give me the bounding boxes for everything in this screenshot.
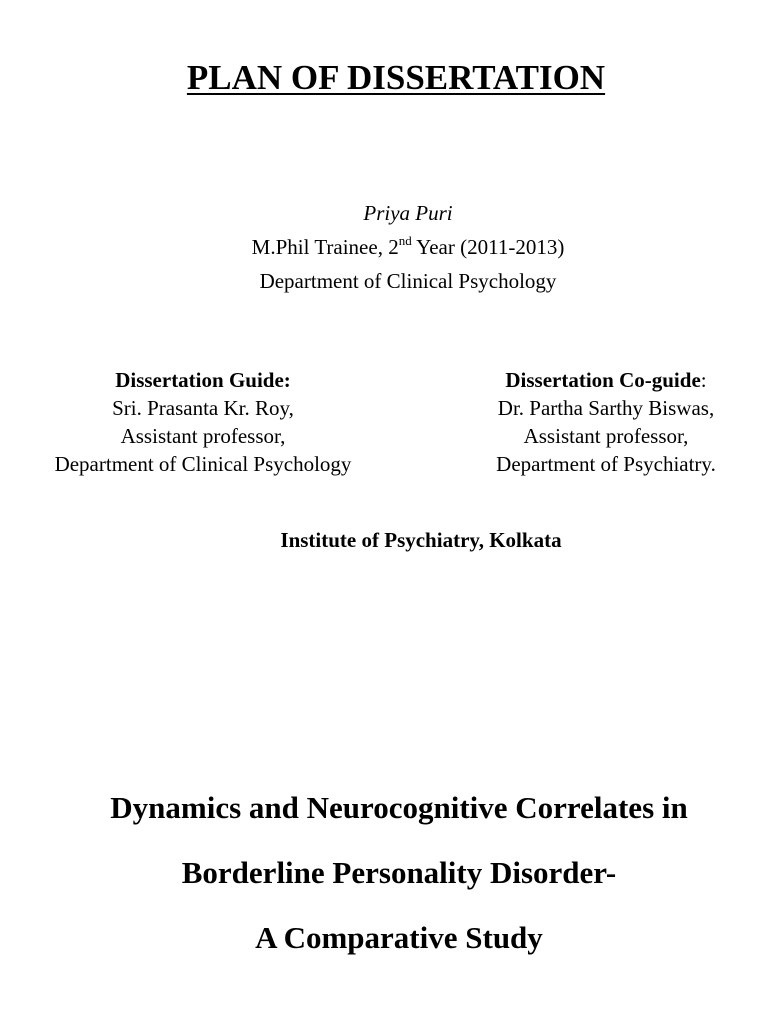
- study-title: [0, 775, 768, 970]
- trainee-suffix: Year (2011-2013): [411, 235, 565, 259]
- document-title: PLAN OF DISSERTATION: [186, 58, 606, 97]
- author-trainee-line: [0, 230, 768, 264]
- guide-block: [20, 366, 386, 478]
- institute-name: Institute of Psychiatry, Kolkata: [280, 528, 562, 552]
- co-guide-name: Dr. Partha Sarthy Biswas,: [497, 396, 715, 420]
- guide-position: Assistant professor,: [120, 424, 286, 448]
- author-name: Priya Puri: [363, 201, 453, 225]
- study-title-line-1: Dynamics and Neurocognitive Correlates in: [110, 790, 688, 825]
- guide-heading: Dissertation Guide:: [115, 368, 291, 392]
- guide-department: Department of Clinical Psychology: [54, 452, 352, 476]
- author-block: [0, 196, 768, 298]
- guide-name: Sri. Prasanta Kr. Roy,: [112, 396, 294, 420]
- co-guide-heading-line: [466, 366, 746, 394]
- trainee-ordinal-suffix: nd: [398, 233, 412, 248]
- study-title-line-2: Borderline Personality Disorder-: [181, 855, 617, 890]
- co-guide-position: Assistant professor,: [523, 424, 689, 448]
- co-guide-heading: Dissertation Co-guide: [505, 368, 701, 392]
- co-guide-block: [466, 366, 746, 478]
- co-guide-heading-colon: :: [700, 368, 707, 392]
- trainee-prefix: M.Phil Trainee, 2: [251, 235, 399, 259]
- study-title-line-3: A Comparative Study: [255, 920, 543, 955]
- co-guide-department: Department of Psychiatry.: [496, 452, 716, 476]
- author-department: Department of Clinical Psychology: [259, 269, 557, 293]
